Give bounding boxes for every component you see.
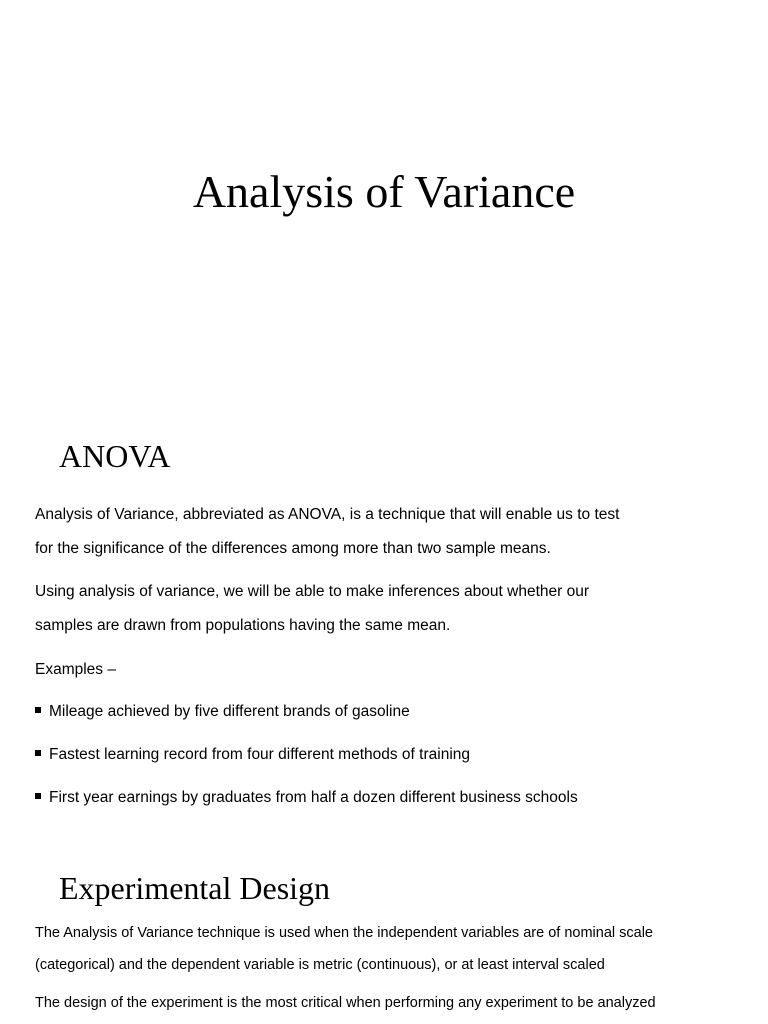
paragraph-line: Analysis of Variance, abbreviated as ANOVA, is a technique that will enable us to test: [35, 506, 620, 523]
paragraph-line: (categorical) and the dependent variable is metric (continuous), or at least interval scaled: [35, 957, 605, 973]
section-heading-anova: ANOVA: [59, 438, 171, 474]
design-technique-paragraph: [35, 917, 755, 981]
list-item-text: First year earnings by graduates from half a dozen different business schools: [49, 789, 578, 806]
paragraph-line: samples are drawn from populations having the same mean.: [35, 617, 451, 634]
list-item: [35, 695, 578, 738]
list-item-text: Fastest learning record from four different methods of training: [49, 746, 471, 763]
paragraph-line: Using analysis of variance, we will be able to make inferences about whether our: [35, 583, 589, 600]
anova-inference-paragraph: [35, 575, 735, 643]
section-heading-experimental-design: Experimental Design: [59, 870, 331, 906]
examples-list: [35, 695, 578, 824]
page-title: Analysis of Variance: [192, 166, 576, 217]
examples-label: Examples –: [35, 661, 116, 678]
list-item: [35, 781, 578, 824]
paragraph-line: for the significance of the differences among more than two sample means.: [35, 540, 551, 557]
list-item: [35, 738, 578, 781]
square-bullet-icon: [35, 793, 41, 799]
square-bullet-icon: [35, 750, 41, 756]
anova-definition-paragraph: [35, 498, 735, 566]
square-bullet-icon: [35, 707, 41, 713]
paragraph-line: The design of the experiment is the most critical when performing any experiment to be analyzed: [35, 995, 656, 1011]
list-item-text: Mileage achieved by five different brands of gasoline: [49, 703, 410, 720]
design-critical-paragraph: [35, 987, 755, 1019]
paragraph-line: The Analysis of Variance technique is used when the independent variables are of nominal scale: [35, 925, 653, 941]
